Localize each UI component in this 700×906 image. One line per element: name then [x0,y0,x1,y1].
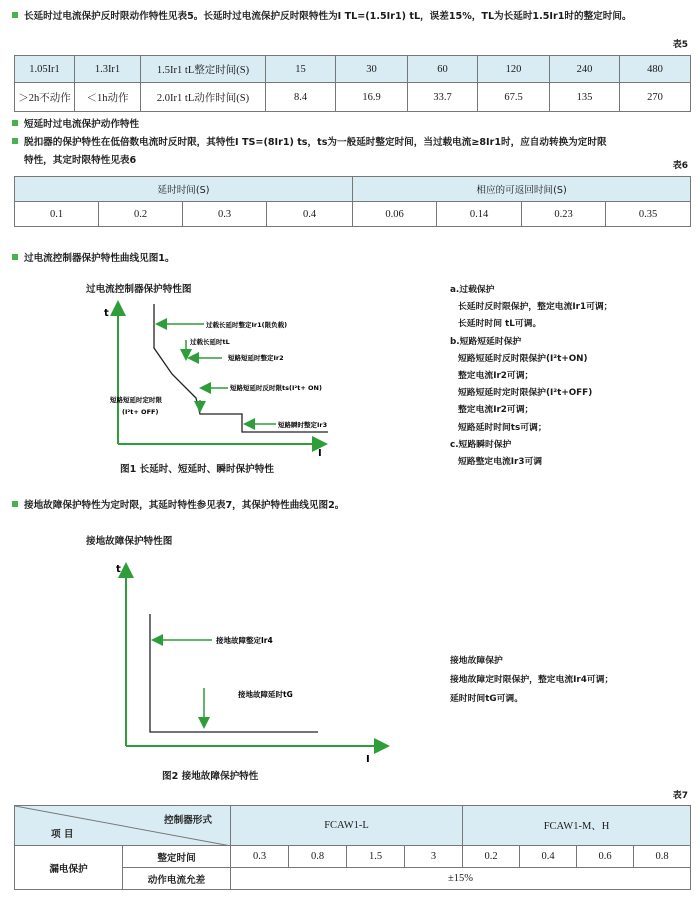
table-cell: 1.5 [347,846,405,868]
table7-diag-top: 控制器形式 [164,815,212,826]
table-cell: 0.3 [183,202,267,227]
table-cell: 2.0Ir1 tL动作时间(S) [141,83,266,112]
table7-row-group: 漏电保护 [15,846,123,890]
note-line: 接地故障保护 [450,656,503,666]
table-cell: 0.6 [577,846,634,868]
paragraph-long-delay [12,10,632,23]
table7-row2-value: ±15% [231,868,691,890]
fig1-label-ir2: 短路短延时整定Ir2 [228,354,284,362]
table-cell: 0.35 [606,202,691,227]
table-cell: ＜1h动作 [75,83,141,112]
fig1-label-ts-off-1: 短路短延时定时限 [110,396,162,404]
table-cell: 240 [550,56,620,83]
table6 [14,176,691,227]
table7-caption: 表7 [672,791,688,801]
note-line: 短路短延时反时限保护(I²t+ON) [458,353,588,364]
table7 [14,805,691,890]
note-line: 长延时反时限保护，整定电流Ir1可调； [458,302,613,313]
fig2-caption: 图2 接地故障保护特性 [162,771,259,782]
table5 [14,55,691,112]
fig1-axis-t-label: t [104,308,109,319]
table7-diag-bottom: 项 目 [51,829,74,840]
fig2-axis-i-label: I [366,754,370,764]
table-cell: 0.2 [463,846,520,868]
table-cell: 1.5Ir1 tL整定时间(S) [141,56,266,83]
fig2-title: 接地故障保护特性图 [86,536,173,547]
fig2-label-tg: 接地故障延时tG [238,690,293,699]
bullet-icon [12,254,18,260]
fig1-title: 过电流控制器保护特性图 [86,284,192,295]
fig1-label-ts-on: 短路短延时反时限ts(I²t+ ON) [230,384,322,392]
note-line: 整定电流Ir2可调； [458,371,534,382]
table7-row1-label: 整定时间 [123,846,231,868]
fig1-label-ts-off-2: (I²t+ OFF) [122,408,159,416]
paragraph-ground-fault [12,499,344,512]
bullet-icon [12,120,18,126]
table7-row1 [15,846,691,868]
table-cell: 15 [266,56,336,83]
table-cell: 30 [336,56,408,83]
table7-row2-label: 动作电流允差 [123,868,231,890]
table-cell: ＞2h不动作 [15,83,75,112]
table-cell: 8.4 [266,83,336,112]
paragraph-text: 短延时过电流保护动作特性 [24,119,140,130]
table5-row1 [15,56,691,83]
note-line: 整定电流Ir2可调； [458,405,534,416]
table7-header-row [15,806,691,846]
fig1-label-ir3: 短路瞬时整定Ir3 [278,421,328,429]
paragraph-text: 过电流控制器保护特性曲线见图1。 [24,253,175,264]
table-cell: 0.14 [437,202,522,227]
note-line: c.短路瞬时保护 [450,439,512,450]
paragraph-text: 长延时过电流保护反时限动作特性见表5。长延时过电流保护反时限特性为I TL=(1.5Ir1) tL，误差15%，TL为长延时1.5Ir1时的整定时间。 [24,11,632,22]
fig1-label-ir1: 过载长延时整定Ir1(限负载) [206,321,288,329]
table-cell: 0.2 [99,202,183,227]
note-line: 延时时间tG可调。 [450,694,524,704]
table-cell: 270 [620,83,691,112]
paragraph-short-delay-desc-1 [12,136,607,149]
paragraph-text: 脱扣器的保护特性在低倍数电流时反时限，其特性I TS=(8Ir1) ts，ts为一般延时整定时间，当过载电流≥8Ir1时，应自动转换为定时限 [24,137,607,148]
table7-model-mh: FCAW1-M、H [463,806,691,846]
note-line: a.过载保护 [450,285,495,295]
table-cell: 33.7 [408,83,478,112]
table-cell: 16.9 [336,83,408,112]
table6-values-row [15,202,691,227]
table7-diagonal-header [15,806,231,846]
table-cell: 0.23 [522,202,606,227]
table6-header-row [15,177,691,202]
note-line: 短路整定电流Ir3可调 [458,457,543,468]
fig2-chart [108,556,398,764]
fig1-label-tl: 过载长延时tL [190,338,230,346]
table-cell: 3 [405,846,463,868]
fig2-notes [450,652,613,709]
fig1-chart [90,296,360,458]
table-cell: 0.3 [231,846,289,868]
paragraph-fig1-ref [12,252,175,265]
bullet-icon [12,501,18,507]
fig2-curve [150,614,318,732]
note-line: 长延时时间 tL可调。 [458,319,542,330]
paragraph-text: 接地故障保护特性为定时限，其延时特性参见表7，其保护特性曲线见图2。 [24,500,345,511]
bullet-icon [12,12,18,18]
table-cell: 0.06 [353,202,437,227]
table-cell: 60 [408,56,478,83]
table-cell: 0.8 [634,846,691,868]
table-cell: 67.5 [478,83,550,112]
table-cell: 1.3Ir1 [75,56,141,83]
fig1-notes [450,282,612,471]
paragraph-short-delay-desc-2: 特性，其定时限特性见表6 [24,155,137,166]
note-line: 短路短延时定时限保护(I²t+OFF) [458,388,593,399]
table-cell: 120 [478,56,550,83]
table-cell: 0.1 [15,202,99,227]
note-line: 接地故障定时限保护，整定电流Ir4可调； [450,675,614,685]
fig1-axis-i-label: I [318,448,322,458]
table6-header-delay: 延时时间(S) [15,177,353,202]
table5-caption: 表5 [672,40,688,50]
table6-header-return: 相应的可返回时间(S) [353,177,691,202]
table-cell: 135 [550,83,620,112]
fig2-axis-t-label: t [116,564,121,575]
paragraph-short-delay-title [12,118,139,131]
table-cell: 0.8 [289,846,347,868]
fig2-label-ir4: 接地故障整定Ir4 [216,636,273,645]
table-cell: 0.4 [520,846,577,868]
table5-row2 [15,83,691,112]
note-line: 短路延时时间ts可调； [458,422,547,433]
table7-model-l: FCAW1-L [231,806,463,846]
table6-caption: 表6 [672,161,688,171]
table-cell: 480 [620,56,691,83]
table-cell: 0.4 [267,202,353,227]
note-line: b.短路短延时保护 [450,336,522,347]
bullet-icon [12,138,18,144]
fig1-caption: 图1 长延时、短延时、瞬时保护特性 [120,464,274,475]
table-cell: 1.05Ir1 [15,56,75,83]
